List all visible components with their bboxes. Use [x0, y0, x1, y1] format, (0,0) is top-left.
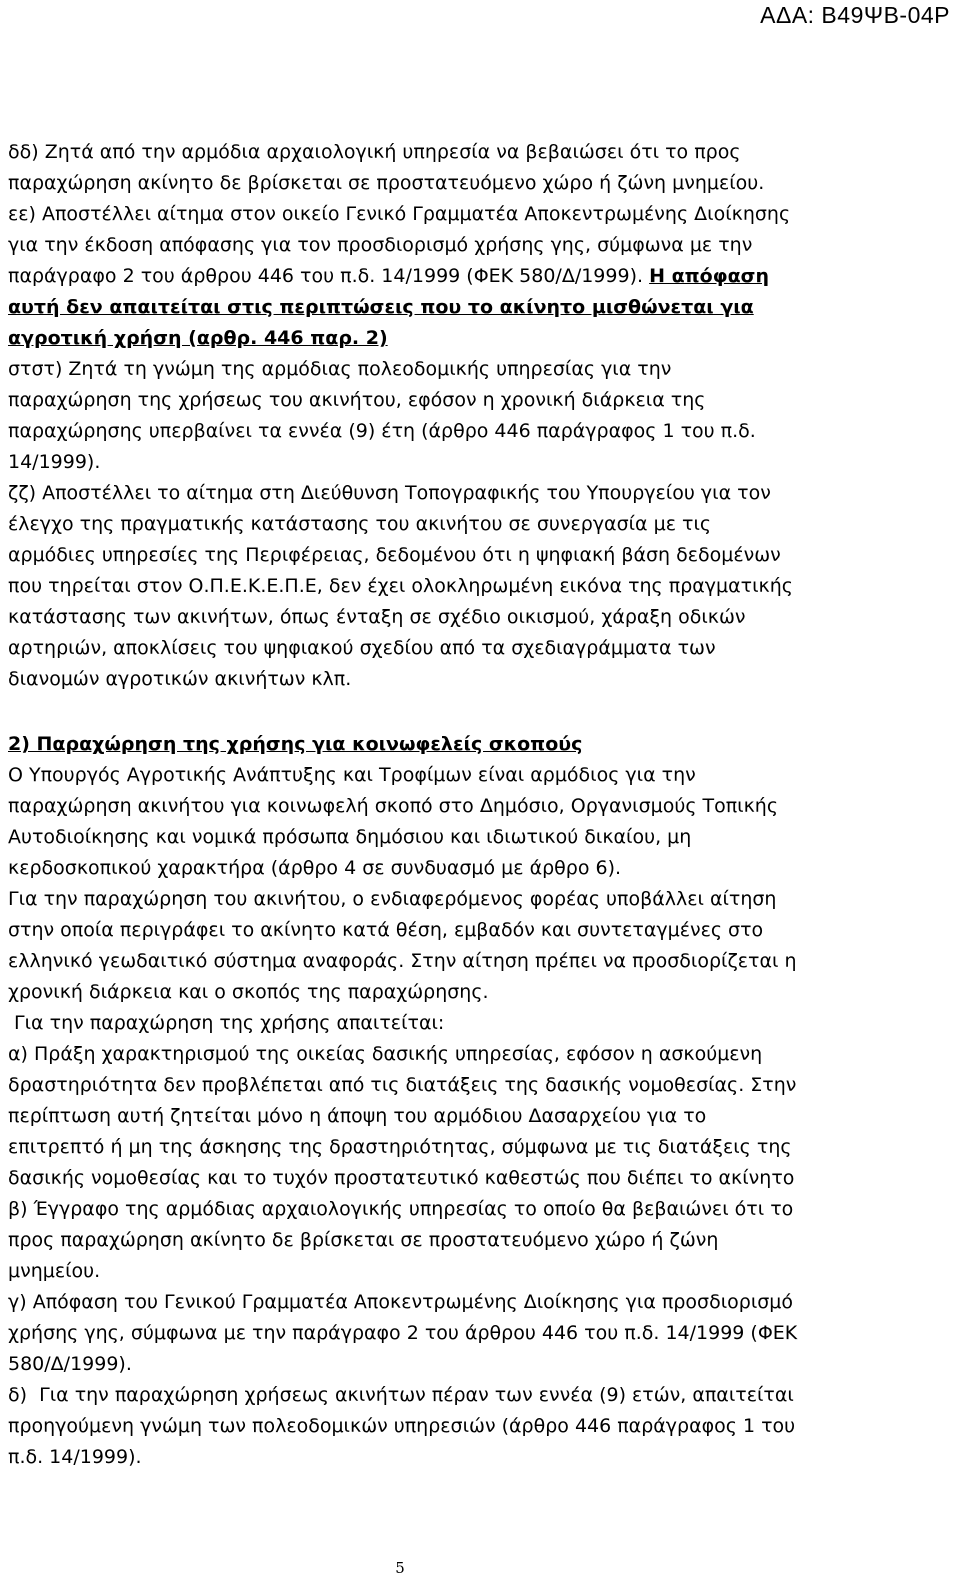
- paragraph-stst: στστ) Ζητά τη γνώμη της αρμόδιας πολεοδομικής υπηρεσίας για την παραχώρηση της χρήσεως του ακινήτου, εφόσον η χρονική διάρκεια της παραχώρησης υπερβαίνει τα εννέα (9) έτη (άρθρο 446 παράγραφος 1 του π.δ. 14/1999).: [8, 358, 756, 473]
- document-id: ΑΔΑ: Β49ΨΒ-04Ρ: [760, 2, 950, 28]
- paragraph-g: γ) Απόφαση του Γενικού Γραμματέα Αποκεντρωμένης Διοίκησης για προσδιορισμό χρήσης γης, σύμφωνα με την παράγραφο 2 του άρθρου 446 του π.δ. 14/1999 (ΦΕΚ 580/Δ/1999).: [8, 1291, 798, 1375]
- paragraph-dd: δδ) Ζητά από την αρμόδια αρχαιολογική υπηρεσία να βεβαιώσει ότι το προς παραχώρηση ακίνητο δε βρίσκεται σε προστατευόμενο χώρο ή ζώνη μνημείου.: [8, 141, 765, 194]
- paragraph-b: β) Έγγραφο της αρμόδιας αρχαιολογικής υπηρεσίας το οποίο θα βεβαιώνει ότι το προς παραχώρηση ακίνητο δε βρίσκεται σε προστατευόμενο χώρο ή ζώνη μνημείου.: [8, 1198, 794, 1282]
- paragraph-ee: [8, 199, 800, 354]
- paragraph-a: α) Πράξη χαρακτηρισμού της οικείας δασικής υπηρεσίας, εφόσον η ασκούμενη δραστηριότητα δεν προβλέπεται από τις διατάξεις της δασικής νομοθεσίας. Στην περίπτωση αυτή ζητείται μόνο η άποψη του αρμόδιου Δασαρχείου για το επιτρεπτό ή μη της άσκησης της δραστηριότητας, σύμφωνα με τις διατάξεις της δασικής νομοθεσίας και το τυχόν προστατευτικό καθεστώς που διέπει το ακίνητο: [8, 1043, 797, 1189]
- paragraph-application: Για την παραχώρηση του ακινήτου, ο ενδιαφερόμενος φορέας υποβάλλει αίτηση στην οποία περιγράφει το ακίνητο κατά θέση, εμβαδόν και συντεταγμένες στο ελληνικό γεωδαιτικό σύστημα αναφοράς. Στην αίτηση πρέπει να προσδιορίζεται η χρονική διάρκεια και ο σκοπός της παραχώρησης.: [8, 888, 797, 1003]
- document-body: [8, 137, 800, 1473]
- paragraph-d: δ) Για την παραχώρηση χρήσεως ακινήτων πέραν των εννέα (9) ετών, απαιτείται προηγούμενη γνώμη των πολεοδομικών υπηρεσιών (άρθρο 446 παράγραφος 1 του π.δ. 14/1999).: [8, 1384, 802, 1468]
- section-heading: 2) Παραχώρηση της χρήσης για κοινωφελείς σκοπούς: [8, 733, 583, 755]
- paragraph-ee-text: εε) Αποστέλλει αίτημα στον οικείο Γενικό Γραμματέα Αποκεντρωμένης Διοίκησης για την έκδοση απόφασης για τον προσδιορισμό χρήσης γης, σύμφωνα με την παράγραφο 2 του άρθρου 446 του π.δ. 14/1999 (ΦΕΚ 580/Δ/1999).: [8, 203, 791, 287]
- paragraph-minister: Ο Υπουργός Αγροτικής Ανάπτυξης και Τροφίμων είναι αρμόδιος για την παραχώρηση ακινήτου για κοινωφελή σκοπό στο Δημόσιο, Οργανισμούς Τοπικής Αυτοδιοίκησης και νομικά πρόσωπα δημόσιου και ιδιωτικού δικαίου, μη κερδοσκοπικού χαρακτήρα (άρθρο 4 σε συνδυασμό με άρθρο 6).: [8, 764, 779, 879]
- page-number: 5: [395, 1559, 405, 1577]
- paragraph-ee-emphasis: Η απόφαση αυτή δεν απαιτείται στις περιπτώσεις που το ακίνητο μισθώνεται για αγροτική χρήση (αρθρ. 446 παρ. 2): [8, 265, 769, 349]
- paragraph-zz: ζζ) Αποστέλλει το αίτημα στη Διεύθυνση Τοπογραφικής του Υπουργείου για τον έλεγχο της πραγματικής κατάστασης του ακινήτου σε συνεργασία με τις αρμόδιες υπηρεσίες της Περιφέρειας, δεδομένου ότι η ψηφιακή βάση δεδομένων που τηρείται στον Ο.Π.Ε.Κ.Ε.Π.Ε, δεν έχει ολοκληρωμένη εικόνα της πραγματικής κατάστασης των ακινήτων, όπως ένταξη σε σχέδιο οικισμού, χάραξη οδικών αρτηριών, αποκλίσεις του ψηφιακού σχεδίου από τα σχεδιαγράμματα των διανομών αγροτικών ακινήτων κλπ.: [8, 482, 793, 690]
- paragraph-requires: Για την παραχώρηση της χρήσης απαιτείται:: [8, 1012, 445, 1034]
